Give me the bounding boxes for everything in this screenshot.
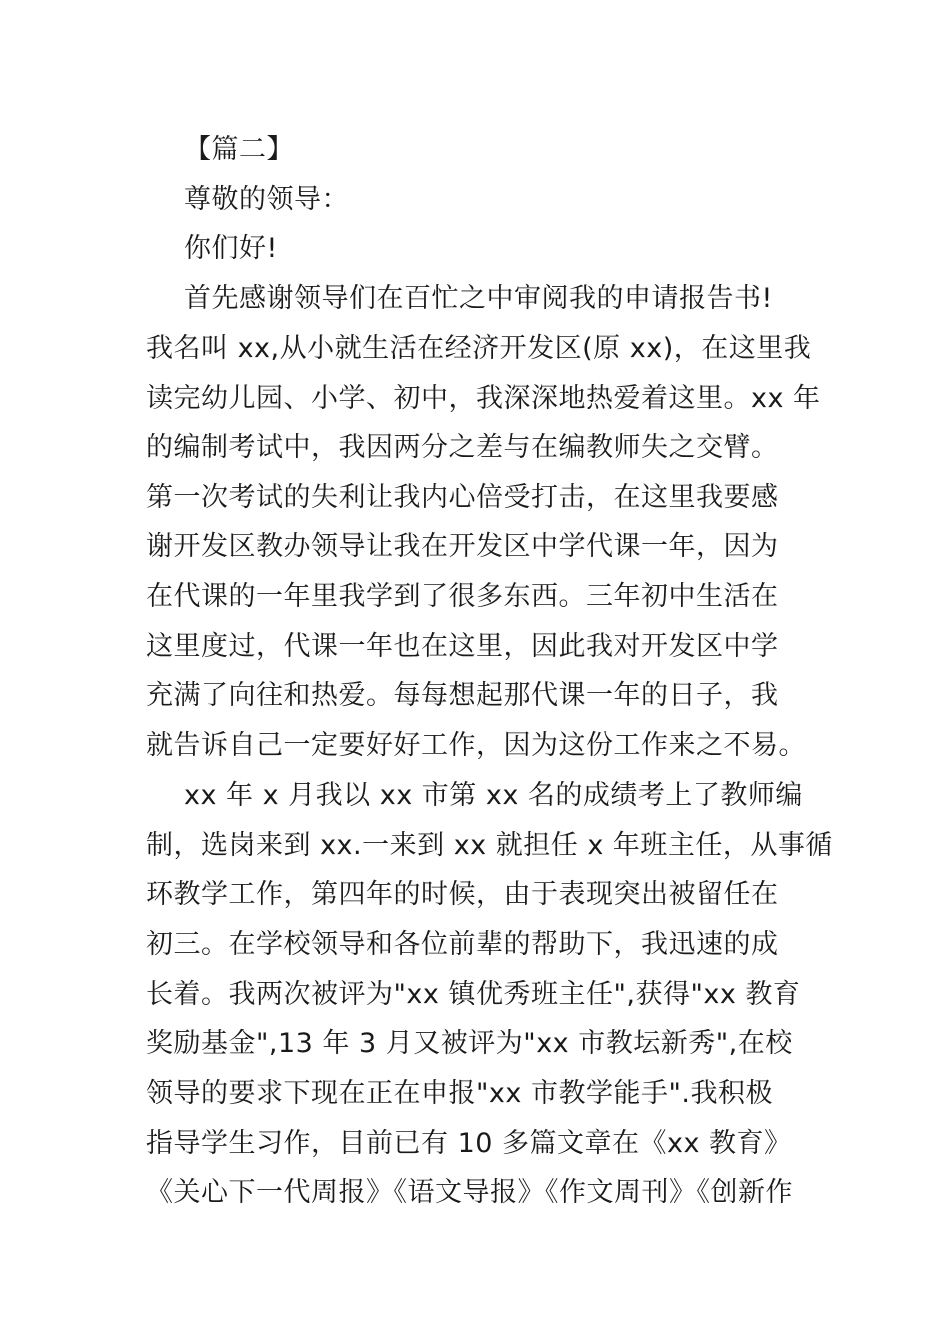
paragraph-line: 初三。在学校领导和各位前辈的帮助下，我迅速的成 [146, 929, 779, 960]
paragraph-line: 在代课的一年里我学到了很多东西。三年初中生活在 [146, 581, 779, 612]
paragraph-line: 的编制考试中，我因两分之差与在编教师失之交臂。 [146, 432, 779, 463]
paragraph-line: 充满了向往和热爱。每每想起那代课一年的日子，我 [146, 680, 779, 711]
paragraph-line: 奖励基金",13 年 3 月又被评为"xx 市教坛新秀",在校 [146, 1028, 793, 1059]
paragraph-line: 我名叫 xx,从小就生活在经济开发区(原 xx)，在这里我 [146, 333, 812, 364]
paragraph-line: 制，选岗来到 xx.一来到 xx 就担任 x 年班主任，从事循 [146, 830, 833, 861]
paragraph-line: 就告诉自己一定要好好工作，因为这份工作来之不易。 [146, 730, 806, 761]
paragraph-line: 第一次考试的失利让我内心倍受打击，在这里我要感 [146, 482, 779, 513]
paragraph-line: 《关心下一代周报》《语文导报》《作文周刊》《创新作 [146, 1177, 793, 1208]
paragraph-line: 谢开发区教办领导让我在开发区中学代课一年，因为 [146, 531, 779, 562]
paragraph-line: 首先感谢领导们在百忙之中审阅我的申请报告书! [184, 283, 773, 314]
paragraph-line: 领导的要求下现在正在申报"xx 市教学能手".我积极 [146, 1078, 773, 1109]
paragraph-line: 环教学工作，第四年的时候，由于表现突出被留任在 [146, 879, 779, 910]
paragraph-line: 长着。我两次被评为"xx 镇优秀班主任",获得"xx 教育 [146, 979, 801, 1010]
section-heading: 【篇二】 [184, 134, 294, 165]
paragraph-line: xx 年 x 月我以 xx 市第 xx 名的成绩考上了教师编 [184, 780, 803, 811]
paragraph-line: 读完幼儿园、小学、初中，我深深地热爱着这里。xx 年 [146, 383, 821, 414]
paragraph-line: 指导学生习作，目前已有 10 多篇文章在《xx 教育》 [146, 1128, 792, 1159]
paragraph-line: 这里度过，代课一年也在这里，因此我对开发区中学 [146, 631, 779, 662]
salutation: 尊敬的领导： [184, 184, 349, 215]
greeting: 你们好! [184, 233, 278, 264]
